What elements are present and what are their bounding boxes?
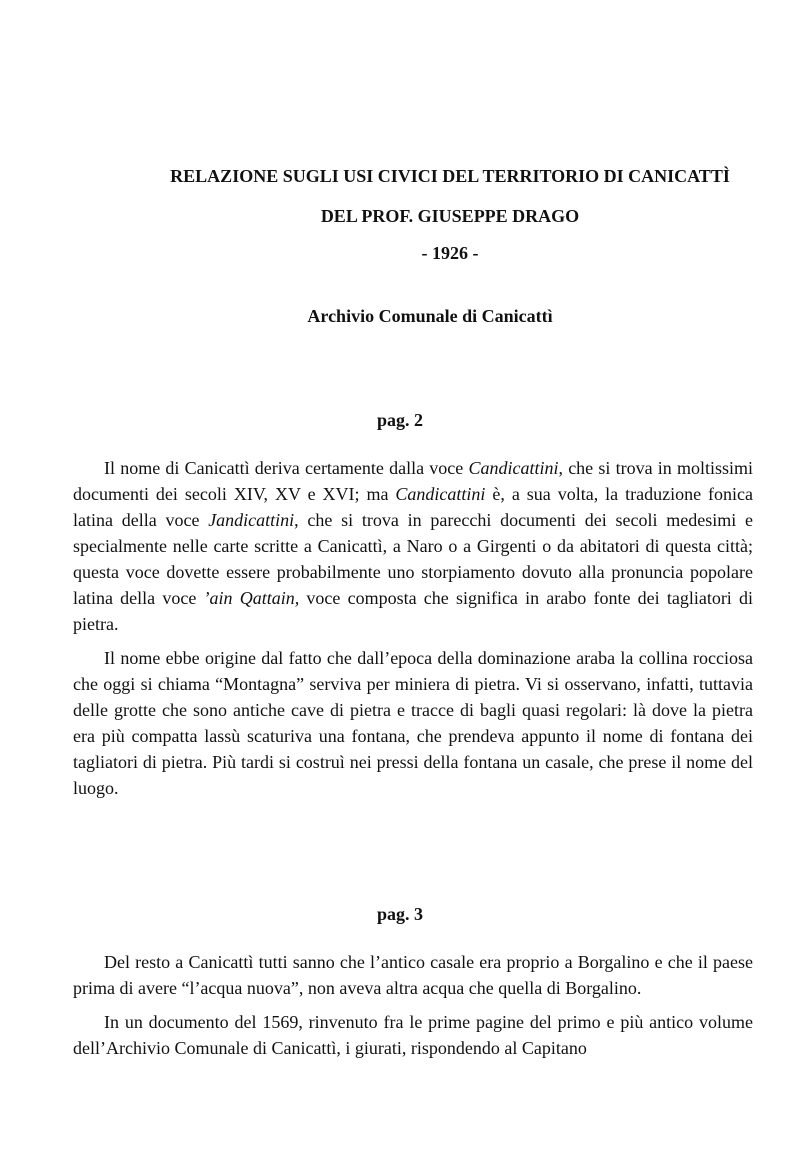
- italic-term: Candicattini: [395, 484, 486, 504]
- text-span: Il nome di Canicattì deriva certamente dalla voce: [104, 458, 469, 478]
- archive-source: Archivio Comunale di Canicattì: [307, 306, 553, 326]
- document-year: - 1926 -: [421, 243, 479, 263]
- italic-term: Candicattini: [468, 458, 559, 478]
- paragraph: In un documento del 1569, rinvenuto fra le prime pagine del primo e più antico volume dell’Archivio Comunale di Canicattì, i giurati, rispondendo al Capitano: [73, 1012, 753, 1058]
- document-title-line2: DEL PROF. GIUSEPPE DRAGO: [320, 206, 580, 226]
- text-span: , che si trova in parecchi documenti dei secoli medesimi e specialmente nelle carte scritte a Canicattì, a Naro o a Girgenti o da abitatori di questa città; questa voce dovette essere probabilmente uno storpiamento dovuto alla pronuncia popolare latina della voce: [73, 510, 753, 608]
- paragraph: [73, 455, 753, 637]
- text-span: voce composta che significa in arabo fonte dei tagliatori di pietra.: [73, 588, 754, 634]
- section-page-3-text: [73, 949, 753, 1069]
- paragraph: Il nome ebbe origine dal fatto che dall’epoca della dominazione araba la collina rocciosa che oggi si chiama “Montagna” serviva per miniera di pietra. Vi si osservano, infatti, tuttavia delle grotte che sono antiche cave di pietra e tracce di bagli quasi regolari: là dove la pietra era più compatta lassù scaturiva una fontana, che prendeva appunto il nome di fontana dei tagliatori di pietra. Più tardi si costruì nei pressi della fontana un casale, che prese il nome del luogo.: [73, 648, 753, 798]
- italic-term: ’ain Qattain,: [203, 588, 300, 608]
- section-page-2-text: [73, 455, 753, 809]
- paragraph: Del resto a Canicattì tutti sanno che l’antico casale era proprio a Borgalino e che il paese prima di avere “l’acqua nuova”, non aveva altra acqua che quella di Borgalino.: [73, 952, 753, 998]
- italic-term: Jandicattini: [208, 510, 295, 530]
- text-span: è, a sua volta, la traduzione fonica latina della voce: [73, 484, 753, 530]
- page-marker-3: pag. 3: [376, 904, 423, 924]
- page-marker-2: pag. 2: [376, 410, 423, 430]
- text-span: , che si trova in moltissimi documenti dei secoli XIV, XV e XVI; ma: [73, 458, 753, 504]
- document-title-line1: RELAZIONE SUGLI USI CIVICI DEL TERRITORIO DI CANICATTÌ: [170, 166, 730, 186]
